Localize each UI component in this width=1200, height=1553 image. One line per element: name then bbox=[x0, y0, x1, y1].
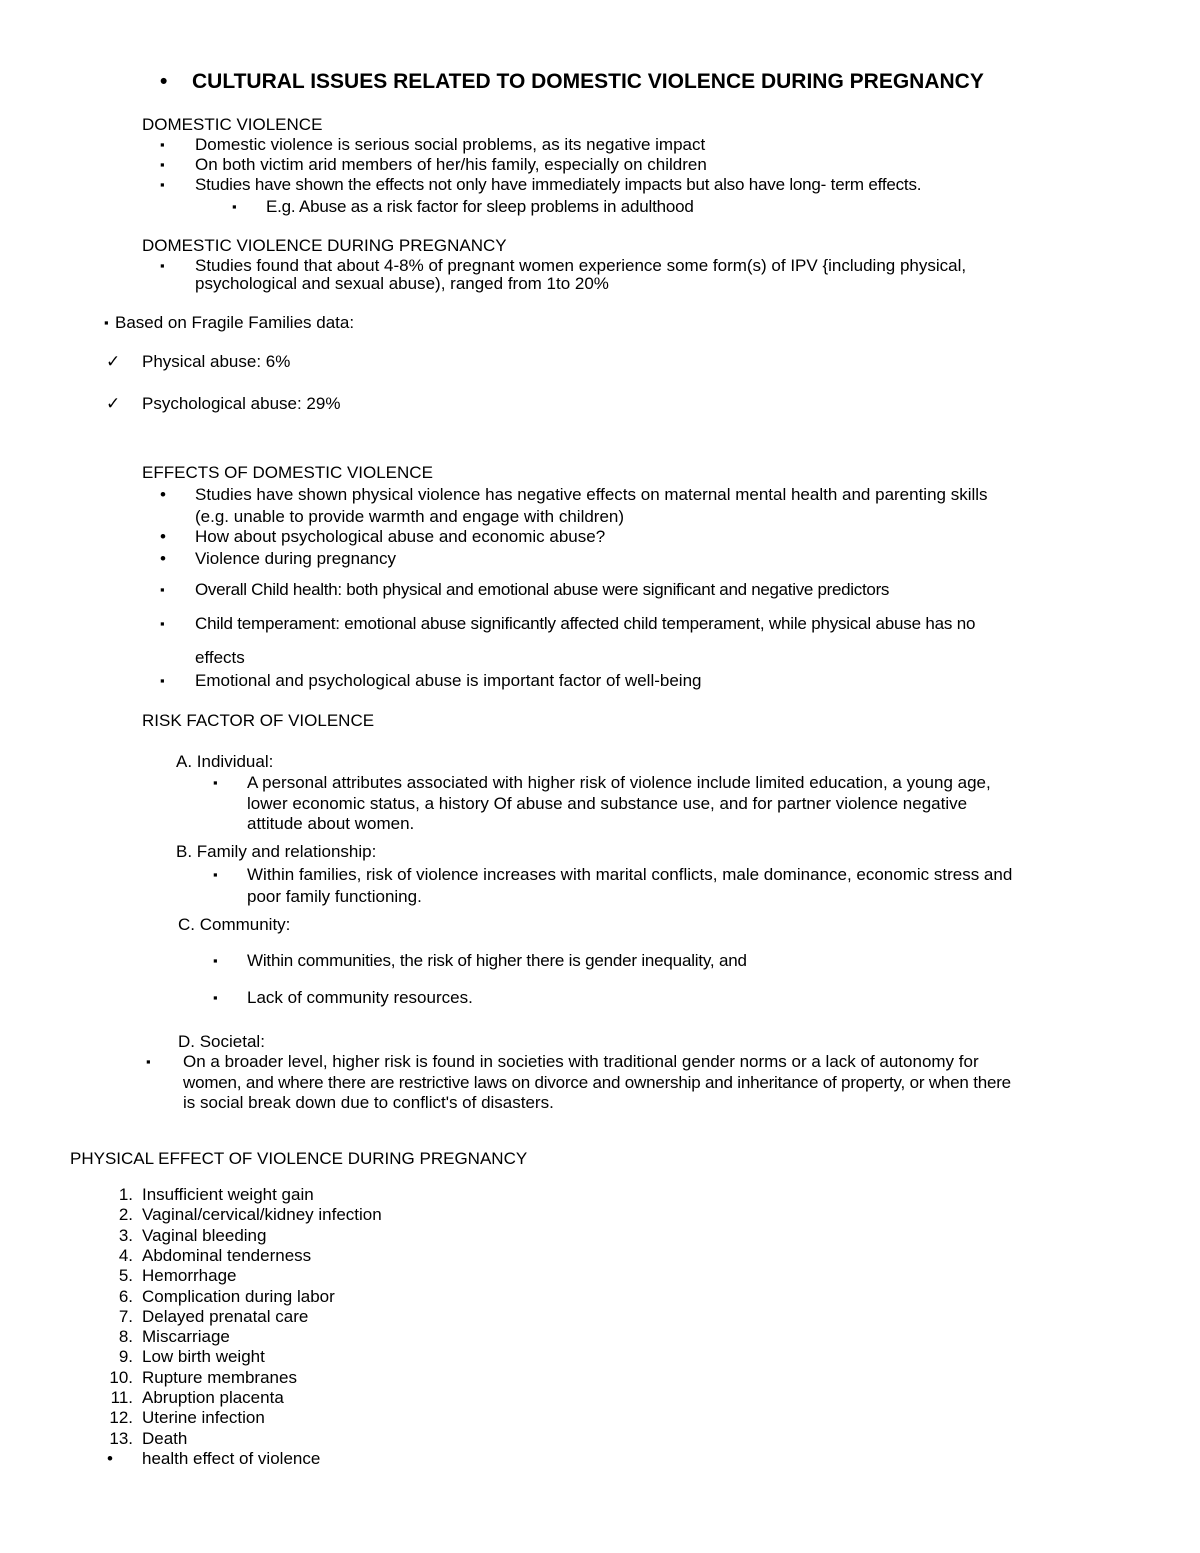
small-bullet: ▪ bbox=[160, 582, 165, 597]
risk-a-line3: attitude about women. bbox=[247, 814, 415, 833]
risk-c-item-1: Within communities, the risk of higher there is gender inequality, and bbox=[247, 951, 747, 970]
dv-heading: DOMESTIC VIOLENCE bbox=[142, 115, 323, 134]
dv-item-3: Studies have shown the effects not only have immediately impacts but also have long- term effects. bbox=[195, 175, 922, 194]
fragile-label: Based on Fragile Families data: bbox=[115, 313, 355, 332]
small-bullet: ▪ bbox=[213, 953, 218, 968]
small-bullet: ▪ bbox=[104, 315, 109, 330]
small-bullet: ▪ bbox=[160, 137, 165, 152]
list-item: Rupture membranes bbox=[142, 1367, 297, 1387]
list-item: Low birth weight bbox=[142, 1347, 265, 1367]
list-item: Delayed prenatal care bbox=[142, 1306, 309, 1326]
effects-item-4: Overall Child health: both physical and emotional abuse were significant and negative predictors bbox=[195, 580, 890, 599]
list-item: Complication during labor bbox=[142, 1286, 335, 1306]
small-bullet: ▪ bbox=[160, 616, 165, 631]
list-item-number: 7. bbox=[118, 1306, 133, 1326]
bullet: • bbox=[160, 527, 166, 546]
small-bullet: ▪ bbox=[213, 775, 218, 790]
list-item-number: 1. bbox=[118, 1185, 133, 1204]
dv-sub-item: E.g. Abuse as a risk factor for sleep problems in adulthood bbox=[266, 197, 694, 216]
small-bullet: ▪ bbox=[160, 157, 165, 172]
list-item-number: 8. bbox=[118, 1327, 133, 1347]
list-item-number: 4. bbox=[118, 1245, 133, 1265]
risk-b-line1: Within families, risk of violence increases with marital conflicts, male dominance, economic stress and bbox=[247, 865, 1013, 884]
list-item-number: 11. bbox=[110, 1388, 133, 1407]
list-item-number: 10. bbox=[109, 1367, 133, 1387]
bullet: • bbox=[160, 485, 166, 504]
fragile-check-1: Physical abuse: 6% bbox=[142, 352, 291, 371]
small-bullet: ▪ bbox=[160, 177, 165, 192]
risk-heading: RISK FACTOR OF VIOLENCE bbox=[142, 711, 375, 730]
effects-item-3: Violence during pregnancy bbox=[195, 549, 396, 568]
effects-heading: EFFECTS OF DOMESTIC VIOLENCE bbox=[142, 463, 433, 482]
list-item-number: 5. bbox=[118, 1266, 133, 1286]
list-item: Vaginal/cervical/kidney infection bbox=[142, 1205, 382, 1225]
list-item: Vaginal bleeding bbox=[142, 1225, 267, 1245]
list-item: Hemorrhage bbox=[142, 1266, 237, 1286]
risk-a-line1: A personal attributes associated with higher risk of violence include limited education, a young age, bbox=[247, 773, 991, 792]
small-bullet: ▪ bbox=[232, 199, 237, 214]
physical-heading: PHYSICAL EFFECT OF VIOLENCE DURING PREGNANCY bbox=[70, 1149, 528, 1168]
dvp-item-line1: Studies found that about 4-8% of pregnant women experience some form(s) of IPV {including physical, bbox=[195, 256, 967, 275]
risk-c-label: C. Community: bbox=[178, 915, 291, 934]
effects-item-1-line1: Studies have shown physical violence has negative effects on maternal mental health and parenting skills bbox=[195, 485, 988, 504]
list-item-number: 3. bbox=[118, 1225, 133, 1245]
risk-d-line2: women, and where there are restrictive laws on divorce and ownership and inheritance of property, or when there bbox=[183, 1073, 1011, 1092]
list-item-number: 9. bbox=[118, 1347, 133, 1367]
list-item-number: 12. bbox=[109, 1408, 133, 1428]
dv-item-2: On both victim arid members of her/his family, especially on children bbox=[195, 155, 707, 174]
effects-item-5-line2: effects bbox=[195, 648, 245, 667]
list-item-number: 6. bbox=[118, 1286, 133, 1306]
list-item-number: 13. bbox=[109, 1428, 133, 1448]
small-bullet: ▪ bbox=[213, 990, 218, 1005]
check-icon: ✓ bbox=[106, 352, 121, 372]
risk-d-line1: On a broader level, higher risk is found in societies with traditional gender norms or a lack of autonomy for bbox=[183, 1052, 979, 1071]
risk-a-line2: lower economic status, a history Of abuse and substance use, and for partner violence negative bbox=[247, 794, 968, 813]
check-icon: ✓ bbox=[106, 394, 121, 414]
effects-item-6: Emotional and psychological abuse is important factor of well-being bbox=[195, 671, 702, 690]
effects-item-1-line2: (e.g. unable to provide warmth and engage with children) bbox=[195, 507, 625, 526]
risk-c-item-2: Lack of community resources. bbox=[247, 988, 473, 1007]
dvp-item-line2: psychological and sexual abuse), ranged from 1to 20% bbox=[195, 274, 609, 293]
effects-item-5-line1: Child temperament: emotional abuse significantly affected child temperament, while physical abuse has no bbox=[195, 614, 976, 633]
title-bullet: • bbox=[160, 70, 168, 93]
bullet: • bbox=[160, 549, 166, 568]
effects-item-2: How about psychological abuse and economic abuse? bbox=[195, 527, 606, 546]
physical-last-bullet: health effect of violence bbox=[142, 1449, 321, 1468]
fragile-check-2: Psychological abuse: 29% bbox=[142, 394, 341, 413]
risk-d-line3: is social break down due to conflict's of disasters. bbox=[183, 1093, 554, 1112]
small-bullet: ▪ bbox=[160, 673, 165, 688]
small-bullet: ▪ bbox=[160, 258, 165, 273]
risk-b-line2: poor family functioning. bbox=[247, 887, 422, 906]
list-item: Miscarriage bbox=[142, 1327, 230, 1347]
list-item: Uterine infection bbox=[142, 1408, 265, 1428]
list-item: Abruption placenta bbox=[142, 1388, 284, 1407]
list-item: Death bbox=[142, 1428, 188, 1448]
bullet: • bbox=[107, 1449, 113, 1468]
small-bullet: ▪ bbox=[213, 867, 218, 882]
risk-d-label: D. Societal: bbox=[178, 1032, 265, 1051]
page-title: CULTURAL ISSUES RELATED TO DOMESTIC VIOLENCE DURING PREGNANCY bbox=[192, 70, 984, 93]
list-item: Abdominal tenderness bbox=[142, 1245, 312, 1265]
dvp-heading: DOMESTIC VIOLENCE DURING PREGNANCY bbox=[142, 236, 507, 255]
risk-a-label: A. Individual: bbox=[176, 752, 274, 771]
small-bullet: ▪ bbox=[146, 1054, 151, 1069]
list-item-number: 2. bbox=[118, 1205, 133, 1225]
risk-b-label: B. Family and relationship: bbox=[176, 842, 377, 861]
dv-item-1: Domestic violence is serious social problems, as its negative impact bbox=[195, 135, 706, 154]
list-item: Insufficient weight gain bbox=[142, 1185, 314, 1204]
